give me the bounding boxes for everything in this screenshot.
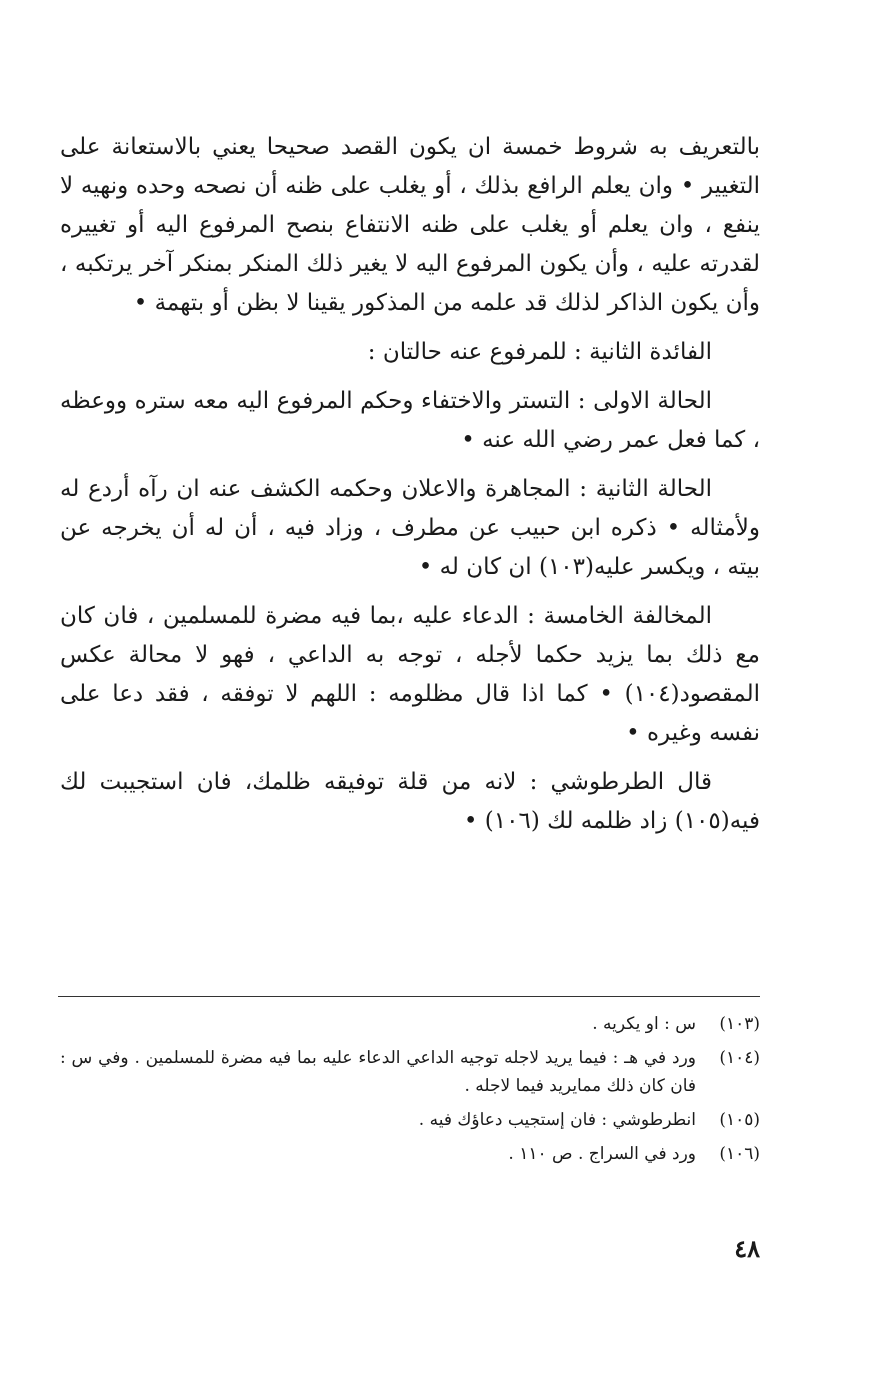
footnote-number: (١٠٥) <box>719 1110 760 1130</box>
footnote-item <box>60 1140 760 1168</box>
footnote-number: (١٠٤) <box>719 1048 760 1068</box>
footnote-separator <box>58 996 760 997</box>
footnote-item <box>60 1044 760 1100</box>
paragraph-fifth-violation: المخالفة الخامسة : الدعاء عليه ،بما فيه مضرة للمسلمين ، فان كان مع ذلك بما يزيد حكما لأجله ، توجه به الداعي ، فهو لا محالة عكس المقصود(١٠٤) • كما اذا قال مظلومه : اللهم لا توفقه ، فقد دعا على نفسه وغيره • <box>60 603 760 746</box>
footnote-item <box>60 1010 760 1038</box>
paragraph-second-benefit: الفائدة الثانية : للمرفوع عنه حالتان : <box>367 339 712 365</box>
footnote-item <box>60 1106 760 1134</box>
footnote-text: ورد في هـ : فيما يريد لاجله توجيه الداعي الدعاء عليه بما فيه مضرة للمسلمين . وفي س : فان كان ذلك ممايريد فيما لاجله . <box>60 1048 696 1096</box>
footnote-text: س : او يكريه . <box>592 1014 696 1034</box>
paragraph-first-state: الحالة الاولى : التستر والاختفاء وحكم المرفوع اليه معه ستره ووعظه ، كما فعل عمر رضي الله عنه • <box>60 388 760 453</box>
footnote-number: (١٠٦) <box>719 1144 760 1164</box>
paragraph-turtushi-quote: قال الطرطوشي : لانه من قلة توفيقه ظلمك، فان استجيبت لك فيه(١٠٥) زاد ظلمه لك (١٠٦) • <box>60 769 760 834</box>
footnote-text: ورد في السراج . ص ١١٠ . <box>508 1144 696 1164</box>
footnote-number: (١٠٣) <box>719 1014 760 1034</box>
footnotes <box>60 1010 760 1174</box>
main-text <box>60 128 760 851</box>
paragraph-conditions: بالتعريف به شروط خمسة ان يكون القصد صحيحا يعني بالاستعانة على التغيير • وان يعلم الرافع بذلك ، أو يغلب على ظنه أن نصحه وحده ونهيه لا ينفع ، وان يعلم أو يغلب على ظنه الانتفاع بنصح المرفوع اليه أو تغييره لقدرته عليه ، وأن يكون المرفوع اليه لا يغير ذلك المنكر بمنكر آخر يرتكبه ، وأن يكون الذاكر لذلك قد علمه من المذكور يقينا لا بظن أو بتهمة • <box>60 134 760 316</box>
footnote-text: انطرطوشي : فان إستجيب دعاؤك فيه . <box>418 1110 696 1130</box>
paragraph-second-state: الحالة الثانية : المجاهرة والاعلان وحكمه الكشف عنه ان رآه أردع له ولأمثاله • ذكره ابن حبيب عن مطرف ، وزاد فيه ، أن له أن يخرجه عن بيته ، ويكسر عليه(١٠٣) ان كان له • <box>60 476 760 580</box>
page-number: ٤٨ <box>734 1234 760 1263</box>
